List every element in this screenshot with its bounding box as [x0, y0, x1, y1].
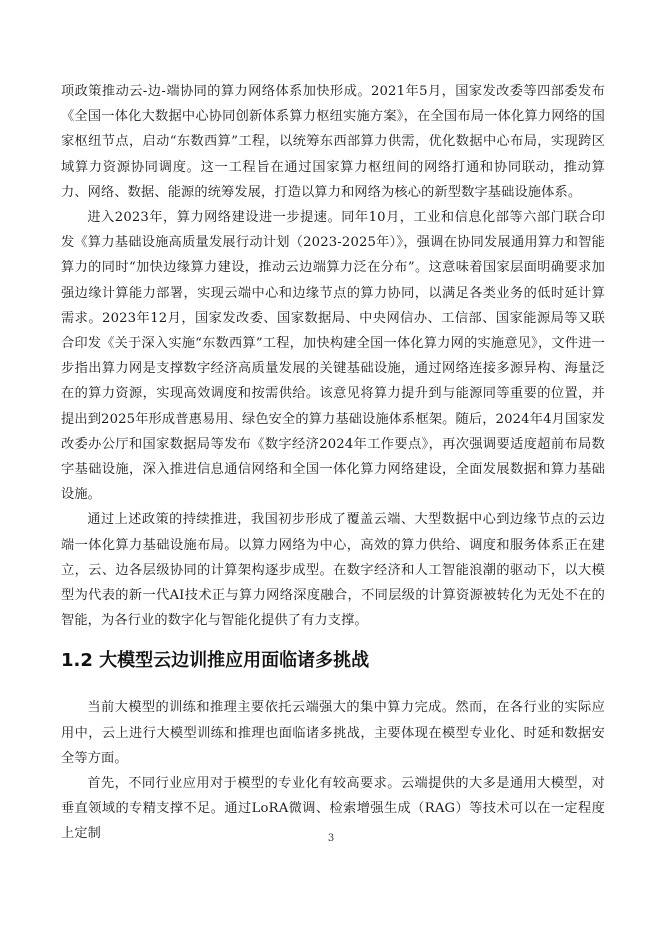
paragraph-infrastructure-summary: 通过上述政策的持续推进，我国初步形成了覆盖云端、大型数据中心到边缘节点的云边端一体化算力基础设施布局。以算力网络为中心，高效的算力供给、调度和服务体系正在建立，云、边各层级协同的计算架构逐步成型。在数字经济和人工智能浪潮的驱动下，以大模型为代表的新一代AI技术正与算力网络深度融合，不同层级的计算资源被转化为无处不在的智能，为各行业的数字化与智能化提供了有力支撑。	[61, 512, 605, 629]
paragraph-policy-intro: 项政策推动云-边-端协同的算力网络体系加快形成。2021年5月，国家发改委等四部委发布《全国一体化大数据中心协同创新体系算力枢纽实施方案》，在全国布局一体化算力网络的国家枢纽节点，启动“东数西算”工程，以统筹东西部算力供需，优化数据中心布局，实现跨区域算力资源协同调度。这一工程旨在通过国家算力枢纽间的网络打通和协同联动，推动算力、网络、数据、能源的统筹发展，打造以算力和网络为核心的新型数字基础设施体系。	[61, 84, 605, 200]
section-heading: 1.2 大模型云边训推应用面临诸多挑战	[61, 650, 370, 672]
paragraph-challenges-intro: 当前大模型的训练和推理主要依托云端强大的集中算力完成。然而，在各行业的实际应用中，云上进行大模型训练和推理也面临诸多挑战，主要体现在模型专业化、时延和数据安全等方面。	[61, 700, 605, 766]
page-content	[61, 79, 605, 847]
page-number: 3	[327, 833, 335, 844]
paragraph-specialization: 首先，不同行业应用对于模型的专业化有较高要求。云端提供的大多是通用大模型，对垂直领域的专精支撑不足。通过LoRA微调、检索增强生成（RAG）等技术可以在一定程度上定制	[61, 776, 605, 842]
paragraph-2023-policy: 进入2023年，算力网络建设进一步提速。同年10月，工业和信息化部等六部门联合印发《算力基础设施高质量发展行动计划（2023-2025年）》，强调在协同发展通用算力和智能算力的同时“加快边缘算力建设，推动云边端算力泛在分布”。这意味着国家层面明确要求加强边缘计算能力部署，实现云端中心和边缘节点的算力协同，以满足各类业务的低时延计算需求。2023年12月，国家发改委、国家数据局、中央网信办、工信部、国家能源局等又联合印发《关于深入实施“东数西算”工程，加快构建全国一体化算力网的实施意见》，文件进一步指出算力网是支撑数字经济高质量发展的关键基础设施，通过网络连接多源异构、海量泛在的算力资源，实现高效调度和按需供给。该意见将算力提升到与能源同等重要的位置，并提出到2025年形成普惠易用、绿色安全的算力基础设施体系框架。随后，2024年4月国家发改委办公厅和国家数据局等发布《数字经济2024年工作要点》，再次强调要适度超前布局数字基础设施，深入推进信息通信网络和全国一体化算力网络建设，全面发展数据和算力基础设施。	[61, 210, 605, 503]
